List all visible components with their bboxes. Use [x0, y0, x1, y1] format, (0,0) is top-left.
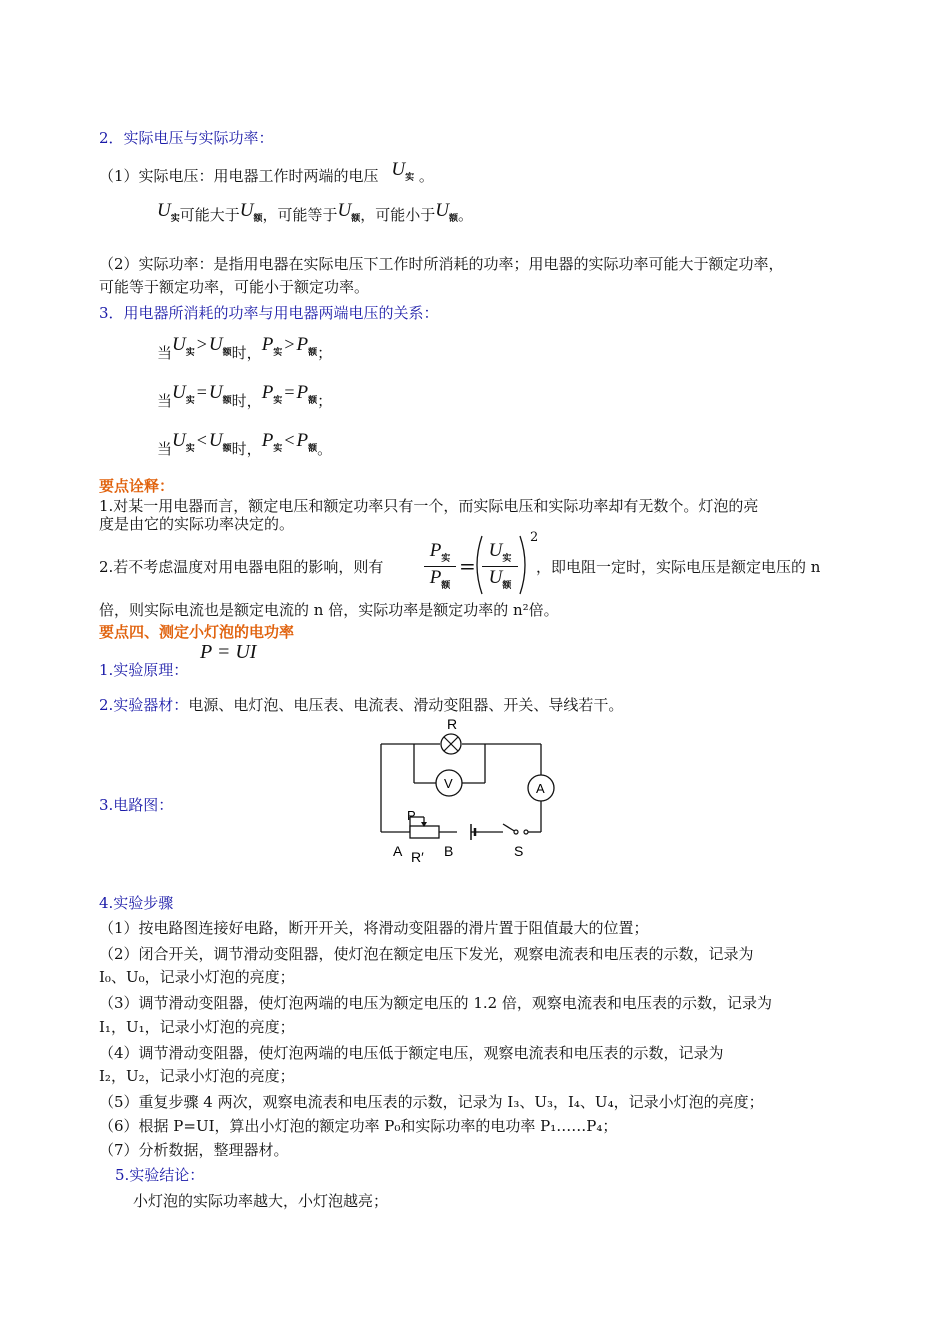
section3-heading: 3．用电器所消耗的功率与用电器两端电压的关系： [99, 304, 439, 322]
voltmeter-label: V [444, 776, 453, 791]
circuit-label: 3.电路图： [99, 796, 174, 814]
u-actual-symbol: $U_实$ [391, 159, 415, 183]
voltage-ratio-fraction: $U_实$ $U_额$ [482, 540, 518, 592]
actual-vs-rated-voltage: $U_实$可能大于$U_额$，可能等于$U_额$，可能小于$U_额$。 [157, 200, 474, 224]
relation-less: 当$U_实 < U_额$时，$P_实 < P_额$。 [157, 430, 333, 458]
principle-label: 1.实验原理： [99, 661, 189, 679]
circuit-diagram [375, 714, 565, 864]
step-2-line1: （2）闭合开关，调节滑动变阻器，使灯泡在额定电压下发光，观察电流表和电压表的示数，记录为 [99, 945, 754, 963]
step-2-line2: I₀、U₀，记录小灯泡的亮度； [99, 968, 295, 986]
lamp-symbol [441, 734, 461, 754]
lamp-label: R [447, 716, 458, 732]
steps-label: 4.实验步骤 [99, 894, 174, 912]
switch-contact [514, 830, 518, 834]
switch-label: S [514, 843, 524, 859]
step-3-line2: I₁，U₁，记录小灯泡的亮度； [99, 1018, 295, 1036]
note1-line2: 度是由它的实际功率决定的。 [99, 515, 295, 533]
note2-post: ，即电阻一定时，实际电压是额定电压的 n [536, 558, 821, 576]
principle-formula: P = UI [200, 641, 257, 663]
end-a-label: A [393, 843, 403, 859]
end-b-label: B [444, 843, 454, 859]
rheostat-label: R′ [411, 849, 424, 864]
note2-line2: 倍，则实际电流也是额定电流的 n 倍，实际功率是额定功率的 n²倍。 [99, 601, 559, 619]
step-5: （5）重复步骤 4 两次，观察电流表和电压表的示数，记录为 I₃、U₃，I₄、U₄，记录小灯泡的亮度； [99, 1093, 764, 1111]
switch-contact [524, 830, 528, 834]
squared-exponent: 2 [530, 530, 539, 545]
step-6: （6）根据 P=UI，算出小灯泡的额定功率 P₀和实际功率的电功率 P₁……P₄； [99, 1117, 618, 1135]
part4-heading: 要点四、测定小灯泡的电功率 [99, 623, 295, 641]
equipment-line: 2.实验器材：电源、电灯泡、电压表、电流表、滑动变阻器、开关、导线若干。 [99, 696, 624, 714]
notes-heading: 要点诠释： [99, 477, 175, 495]
note2-pre: 2.若不考虑温度对用电器电阻的影响，则有 [99, 558, 384, 576]
actual-power-line1: （2）实际功率：是指用电器在实际电压下工作时所消耗的功率；用电器的实际功率可能大于额定功率， [99, 255, 784, 273]
rheostat-body [410, 826, 439, 838]
step-4-line2: I₂，U₂，记录小灯泡的亮度； [99, 1067, 295, 1085]
ammeter-label: A [536, 781, 545, 796]
step-4-line1: （4）调节滑动变阻器，使灯泡两端的电压低于额定电压，观察电流表和电压表的示数，记录为 [99, 1044, 724, 1062]
step-7: （7）分析数据，整理器材。 [99, 1141, 289, 1159]
step-1: （1）按电路图连接好电路，断开开关，将滑动变阻器的滑片置于阻值最大的位置； [99, 919, 649, 937]
equals-sign: = [459, 554, 476, 578]
conclusion-text: 小灯泡的实际功率越大，小灯泡越亮； [133, 1192, 389, 1210]
step-3-line1: （3）调节滑动变阻器，使灯泡两端的电压为额定电压的 1.2 倍，观察电流表和电压表的示数，记录为 [99, 994, 772, 1012]
actual-power-line2: 可能等于额定功率，可能小于额定功率。 [99, 278, 370, 296]
note1-line1: 1.对某一用电器而言，额定电压和额定功率只有一个，而实际电压和实际功率却有无数个。灯泡的亮 [99, 497, 759, 515]
relation-equal: 当$U_实 = U_额$时，$P_实 = P_额$； [157, 382, 333, 410]
relation-greater: 当$U_实 > U_额$时，$P_实 > P_额$； [157, 334, 333, 362]
power-ratio-fraction: $P_实$ $P_额$ [424, 540, 456, 592]
section2-heading: 2．实际电压与实际功率： [99, 129, 274, 147]
slider-label: P [407, 808, 416, 823]
actual-voltage-definition: （1）实际电压：用电器工作时两端的电压 $U_实$ 。 [99, 159, 434, 185]
conclusion-label: 5.实验结论： [115, 1166, 205, 1184]
